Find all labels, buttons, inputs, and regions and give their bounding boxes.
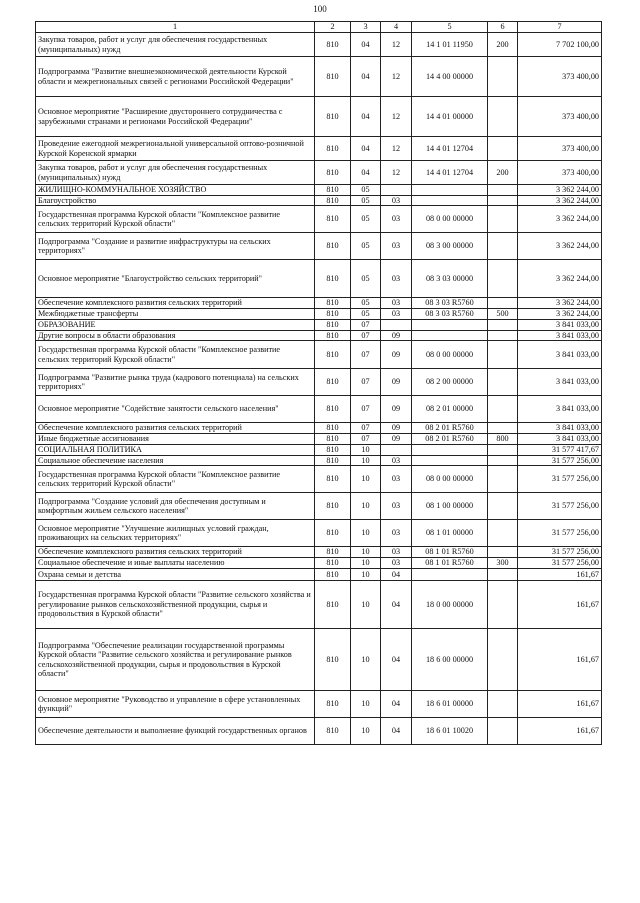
row-amount: 373 400,00	[518, 137, 602, 161]
row-amount: 7 702 100,00	[518, 33, 602, 57]
row-amount: 3 841 033,00	[518, 320, 602, 331]
row-admin-code: 810	[315, 455, 351, 466]
row-admin-code: 810	[315, 33, 351, 57]
row-amount: 3 841 033,00	[518, 330, 602, 341]
table-row	[36, 434, 602, 445]
table-row	[36, 581, 602, 629]
row-section-code: 05	[351, 185, 381, 196]
row-admin-code: 810	[315, 185, 351, 196]
table-row	[36, 691, 602, 718]
row-expense-type	[488, 691, 518, 718]
table-row	[36, 493, 602, 520]
row-amount: 3 362 244,00	[518, 309, 602, 320]
row-subsection-code: 03	[381, 195, 412, 206]
row-admin-code: 810	[315, 547, 351, 558]
row-name: Подпрограмма "Развитие рынка труда (кадрового потенциала) на сельских территориях"	[36, 369, 315, 396]
row-subsection-code	[381, 320, 412, 331]
row-amount: 3 362 244,00	[518, 233, 602, 260]
row-subsection-code: 09	[381, 330, 412, 341]
row-section-code: 10	[351, 558, 381, 569]
table-row	[36, 466, 602, 493]
row-expense-type	[488, 233, 518, 260]
row-subsection-code: 03	[381, 206, 412, 233]
row-name: Социальное обеспечение населения	[36, 455, 315, 466]
row-amount: 161,67	[518, 718, 602, 745]
row-name: Социальное обеспечение и иные выплаты населению	[36, 558, 315, 569]
table-row	[36, 185, 602, 196]
header-cell: 3	[351, 22, 381, 33]
row-section-code: 10	[351, 520, 381, 547]
row-target-article: 08 3 00 00000	[412, 233, 488, 260]
row-target-article: 18 6 00 00000	[412, 629, 488, 691]
row-subsection-code: 03	[381, 520, 412, 547]
row-admin-code: 810	[315, 57, 351, 97]
row-admin-code: 810	[315, 298, 351, 309]
header-cell: 6	[488, 22, 518, 33]
row-target-article: 08 3 03 R5760	[412, 309, 488, 320]
table-row	[36, 57, 602, 97]
table-row	[36, 558, 602, 569]
row-name: Подпрограмма "Развитие внешнеэкономической деятельности Курской области и межрегиональных связей с регионами Российской Федерации"	[36, 57, 315, 97]
row-subsection-code: 03	[381, 493, 412, 520]
row-admin-code: 810	[315, 466, 351, 493]
table-row	[36, 309, 602, 320]
row-expense-type	[488, 330, 518, 341]
row-target-article: 14 4 00 00000	[412, 57, 488, 97]
row-target-article: 08 0 00 00000	[412, 466, 488, 493]
row-name: Государственная программа Курской области "Комплексное развитие сельских территорий Курской области"	[36, 341, 315, 369]
row-name: Иные бюджетные ассигнования	[36, 434, 315, 445]
row-admin-code: 810	[315, 233, 351, 260]
row-target-article: 08 3 03 00000	[412, 260, 488, 298]
row-amount: 3 841 033,00	[518, 341, 602, 369]
row-admin-code: 810	[315, 206, 351, 233]
row-admin-code: 810	[315, 581, 351, 629]
table-row	[36, 718, 602, 745]
row-amount: 161,67	[518, 691, 602, 718]
row-section-code: 07	[351, 396, 381, 423]
header-cell: 4	[381, 22, 412, 33]
row-amount: 31 577 256,00	[518, 466, 602, 493]
row-expense-type	[488, 195, 518, 206]
table-row	[36, 233, 602, 260]
row-expense-type	[488, 320, 518, 331]
row-admin-code: 810	[315, 445, 351, 456]
row-admin-code: 810	[315, 161, 351, 185]
table-row	[36, 455, 602, 466]
row-section-code: 07	[351, 423, 381, 434]
row-amount: 31 577 256,00	[518, 493, 602, 520]
row-amount: 3 841 033,00	[518, 396, 602, 423]
table-row	[36, 161, 602, 185]
row-target-article	[412, 320, 488, 331]
row-subsection-code: 12	[381, 137, 412, 161]
row-name: Основное мероприятие "Благоустройство сельских территорий"	[36, 260, 315, 298]
row-target-article: 08 2 01 00000	[412, 396, 488, 423]
row-amount: 3 841 033,00	[518, 369, 602, 396]
row-admin-code: 810	[315, 691, 351, 718]
row-section-code: 07	[351, 330, 381, 341]
row-name: Обеспечение комплексного развития сельских территорий	[36, 298, 315, 309]
row-section-code: 07	[351, 320, 381, 331]
row-expense-type	[488, 455, 518, 466]
row-admin-code: 810	[315, 137, 351, 161]
row-amount: 161,67	[518, 629, 602, 691]
table-row	[36, 569, 602, 581]
row-admin-code: 810	[315, 260, 351, 298]
row-amount: 31 577 256,00	[518, 455, 602, 466]
row-subsection-code: 03	[381, 547, 412, 558]
row-subsection-code: 04	[381, 629, 412, 691]
row-subsection-code: 03	[381, 233, 412, 260]
row-target-article: 08 2 01 R5760	[412, 434, 488, 445]
row-expense-type	[488, 445, 518, 456]
row-subsection-code: 03	[381, 466, 412, 493]
row-section-code: 04	[351, 161, 381, 185]
row-target-article: 08 3 03 R5760	[412, 298, 488, 309]
row-amount: 373 400,00	[518, 57, 602, 97]
row-admin-code: 810	[315, 341, 351, 369]
row-name: Основное мероприятие "Руководство и управление в сфере установленных функций"	[36, 691, 315, 718]
row-name: Основное мероприятие "Расширение двустороннего сотрудничества с зарубежными странами и регионами Российской Федерации"	[36, 97, 315, 137]
header-cell: 1	[36, 22, 315, 33]
row-subsection-code: 04	[381, 581, 412, 629]
row-section-code: 07	[351, 341, 381, 369]
row-expense-type	[488, 718, 518, 745]
row-amount: 3 362 244,00	[518, 260, 602, 298]
row-section-code: 04	[351, 57, 381, 97]
row-name: Межбюджетные трансферты	[36, 309, 315, 320]
row-section-code: 05	[351, 195, 381, 206]
row-target-article: 08 0 00 00000	[412, 341, 488, 369]
row-section-code: 10	[351, 445, 381, 456]
table-row	[36, 298, 602, 309]
row-expense-type	[488, 369, 518, 396]
row-subsection-code: 03	[381, 455, 412, 466]
row-expense-type	[488, 493, 518, 520]
row-subsection-code	[381, 445, 412, 456]
row-name: Обеспечение комплексного развития сельских территорий	[36, 547, 315, 558]
row-section-code: 10	[351, 547, 381, 558]
row-expense-type	[488, 57, 518, 97]
row-amount: 3 841 033,00	[518, 434, 602, 445]
row-target-article	[412, 569, 488, 581]
row-admin-code: 810	[315, 718, 351, 745]
row-name: Подпрограмма "Обеспечение реализации государственной программы Курской области "Развитие сельского хозяйства и регулирование рынков сельскохозяйственной продукции, сырья и продовольствия в Курской области"	[36, 629, 315, 691]
row-name: Основное мероприятие "Улучшение жилищных условий граждан, проживающих на сельских территориях"	[36, 520, 315, 547]
row-admin-code: 810	[315, 520, 351, 547]
row-name: Государственная программа Курской области "Комплексное развитие сельских территорий Курской области"	[36, 206, 315, 233]
row-admin-code: 810	[315, 369, 351, 396]
row-expense-type: 200	[488, 33, 518, 57]
row-expense-type: 200	[488, 161, 518, 185]
table-row	[36, 206, 602, 233]
table-row	[36, 33, 602, 57]
row-section-code: 10	[351, 718, 381, 745]
row-admin-code: 810	[315, 97, 351, 137]
row-admin-code: 810	[315, 396, 351, 423]
table-row	[36, 195, 602, 206]
row-target-article: 18 6 01 10020	[412, 718, 488, 745]
row-name: Закупка товаров, работ и услуг для обеспечения государственных (муниципальных) нужд	[36, 161, 315, 185]
row-amount: 3 362 244,00	[518, 195, 602, 206]
table-row	[36, 330, 602, 341]
row-amount: 373 400,00	[518, 97, 602, 137]
row-admin-code: 810	[315, 330, 351, 341]
row-name: Подпрограмма "Создание условий для обеспечения доступным и комфортным жильем сельского населения"	[36, 493, 315, 520]
table-row	[36, 396, 602, 423]
row-expense-type	[488, 520, 518, 547]
table-row	[36, 445, 602, 456]
row-target-article: 08 2 01 R5760	[412, 423, 488, 434]
row-admin-code: 810	[315, 493, 351, 520]
row-amount: 31 577 256,00	[518, 547, 602, 558]
row-name: Основное мероприятие "Содействие занятости сельского населения"	[36, 396, 315, 423]
row-amount: 3 841 033,00	[518, 423, 602, 434]
row-subsection-code: 04	[381, 569, 412, 581]
row-section-code: 10	[351, 629, 381, 691]
row-expense-type	[488, 298, 518, 309]
row-expense-type	[488, 569, 518, 581]
row-expense-type	[488, 206, 518, 233]
row-target-article	[412, 330, 488, 341]
row-name: ОБРАЗОВАНИЕ	[36, 320, 315, 331]
row-amount: 161,67	[518, 581, 602, 629]
row-section-code: 04	[351, 33, 381, 57]
row-name: Охрана семьи и детства	[36, 569, 315, 581]
row-amount: 31 577 256,00	[518, 558, 602, 569]
table-row	[36, 341, 602, 369]
row-expense-type: 500	[488, 309, 518, 320]
table-row	[36, 423, 602, 434]
row-subsection-code: 09	[381, 423, 412, 434]
row-admin-code: 810	[315, 569, 351, 581]
row-section-code: 10	[351, 493, 381, 520]
row-section-code: 04	[351, 137, 381, 161]
row-name: Благоустройство	[36, 195, 315, 206]
row-name: Подпрограмма "Создание и развитие инфраструктуры на сельских территориях"	[36, 233, 315, 260]
row-target-article: 14 4 01 00000	[412, 97, 488, 137]
header-cell: 7	[518, 22, 602, 33]
table-row	[36, 520, 602, 547]
row-target-article: 08 1 00 00000	[412, 493, 488, 520]
table-row	[36, 629, 602, 691]
row-section-code: 05	[351, 206, 381, 233]
row-name: Государственная программа Курской области "Комплексное развитие сельских территорий Курской области"	[36, 466, 315, 493]
row-name: ЖИЛИЩНО-КОММУНАЛЬНОЕ ХОЗЯЙСТВО	[36, 185, 315, 196]
row-admin-code: 810	[315, 195, 351, 206]
row-expense-type: 300	[488, 558, 518, 569]
row-expense-type	[488, 396, 518, 423]
row-expense-type	[488, 97, 518, 137]
row-section-code: 10	[351, 569, 381, 581]
budget-table	[35, 21, 602, 745]
row-amount: 3 362 244,00	[518, 206, 602, 233]
row-subsection-code: 04	[381, 718, 412, 745]
table-row	[36, 137, 602, 161]
row-section-code: 10	[351, 581, 381, 629]
row-section-code: 05	[351, 260, 381, 298]
row-subsection-code: 12	[381, 97, 412, 137]
row-expense-type: 800	[488, 434, 518, 445]
row-name: Другие вопросы в области образования	[36, 330, 315, 341]
row-section-code: 10	[351, 691, 381, 718]
row-section-code: 05	[351, 298, 381, 309]
row-target-article: 08 2 00 00000	[412, 369, 488, 396]
row-subsection-code: 03	[381, 298, 412, 309]
row-target-article: 18 0 00 00000	[412, 581, 488, 629]
row-target-article: 14 4 01 12704	[412, 137, 488, 161]
row-admin-code: 810	[315, 309, 351, 320]
table-row	[36, 320, 602, 331]
row-section-code: 05	[351, 309, 381, 320]
row-subsection-code: 12	[381, 33, 412, 57]
row-subsection-code: 12	[381, 57, 412, 97]
row-expense-type	[488, 423, 518, 434]
row-name: Проведение ежегодной межрегиональной универсальной оптово-розничной Курской Коренской ярмарки	[36, 137, 315, 161]
table-row	[36, 369, 602, 396]
row-amount: 3 362 244,00	[518, 298, 602, 309]
row-target-article: 08 1 01 R5760	[412, 558, 488, 569]
row-subsection-code: 09	[381, 434, 412, 445]
row-subsection-code: 03	[381, 260, 412, 298]
row-amount: 373 400,00	[518, 161, 602, 185]
row-subsection-code: 09	[381, 396, 412, 423]
page-number: 100	[313, 4, 327, 14]
row-target-article: 14 4 01 12704	[412, 161, 488, 185]
row-name: Обеспечение деятельности и выполнение функций государственных органов	[36, 718, 315, 745]
row-admin-code: 810	[315, 320, 351, 331]
row-section-code: 04	[351, 97, 381, 137]
row-target-article	[412, 445, 488, 456]
row-section-code: 10	[351, 455, 381, 466]
row-name: Обеспечение комплексного развития сельских территорий	[36, 423, 315, 434]
table-row	[36, 260, 602, 298]
row-section-code: 07	[351, 434, 381, 445]
table-row	[36, 547, 602, 558]
row-expense-type	[488, 466, 518, 493]
row-subsection-code: 04	[381, 691, 412, 718]
row-subsection-code: 03	[381, 309, 412, 320]
row-section-code: 07	[351, 369, 381, 396]
row-subsection-code: 09	[381, 341, 412, 369]
row-target-article: 14 1 01 11950	[412, 33, 488, 57]
row-expense-type	[488, 137, 518, 161]
row-expense-type	[488, 581, 518, 629]
header-cell: 2	[315, 22, 351, 33]
row-admin-code: 810	[315, 434, 351, 445]
row-target-article	[412, 455, 488, 466]
row-target-article: 18 6 01 00000	[412, 691, 488, 718]
row-name: СОЦИАЛЬНАЯ ПОЛИТИКА	[36, 445, 315, 456]
row-expense-type	[488, 260, 518, 298]
row-subsection-code: 12	[381, 161, 412, 185]
row-target-article: 08 1 01 00000	[412, 520, 488, 547]
row-target-article: 08 0 00 00000	[412, 206, 488, 233]
row-amount: 3 362 244,00	[518, 185, 602, 196]
row-amount: 31 577 256,00	[518, 520, 602, 547]
row-expense-type	[488, 547, 518, 558]
row-subsection-code	[381, 185, 412, 196]
row-section-code: 05	[351, 233, 381, 260]
row-subsection-code: 03	[381, 558, 412, 569]
row-expense-type	[488, 629, 518, 691]
row-target-article	[412, 185, 488, 196]
header-cell: 5	[412, 22, 488, 33]
row-admin-code: 810	[315, 558, 351, 569]
row-section-code: 10	[351, 466, 381, 493]
row-expense-type	[488, 341, 518, 369]
row-target-article	[412, 195, 488, 206]
row-expense-type	[488, 185, 518, 196]
table-header-row	[36, 22, 602, 33]
row-target-article: 08 1 01 R5760	[412, 547, 488, 558]
row-name: Государственная программа Курской области "Развитие сельского хозяйства и регулирование рынков сельскохозяйственной продукции, сырья и продовольствия в Курской области"	[36, 581, 315, 629]
row-subsection-code: 09	[381, 369, 412, 396]
table-row	[36, 97, 602, 137]
row-amount: 161,67	[518, 569, 602, 581]
row-admin-code: 810	[315, 629, 351, 691]
row-amount: 31 577 417,67	[518, 445, 602, 456]
row-name: Закупка товаров, работ и услуг для обеспечения государственных (муниципальных) нужд	[36, 33, 315, 57]
row-admin-code: 810	[315, 423, 351, 434]
